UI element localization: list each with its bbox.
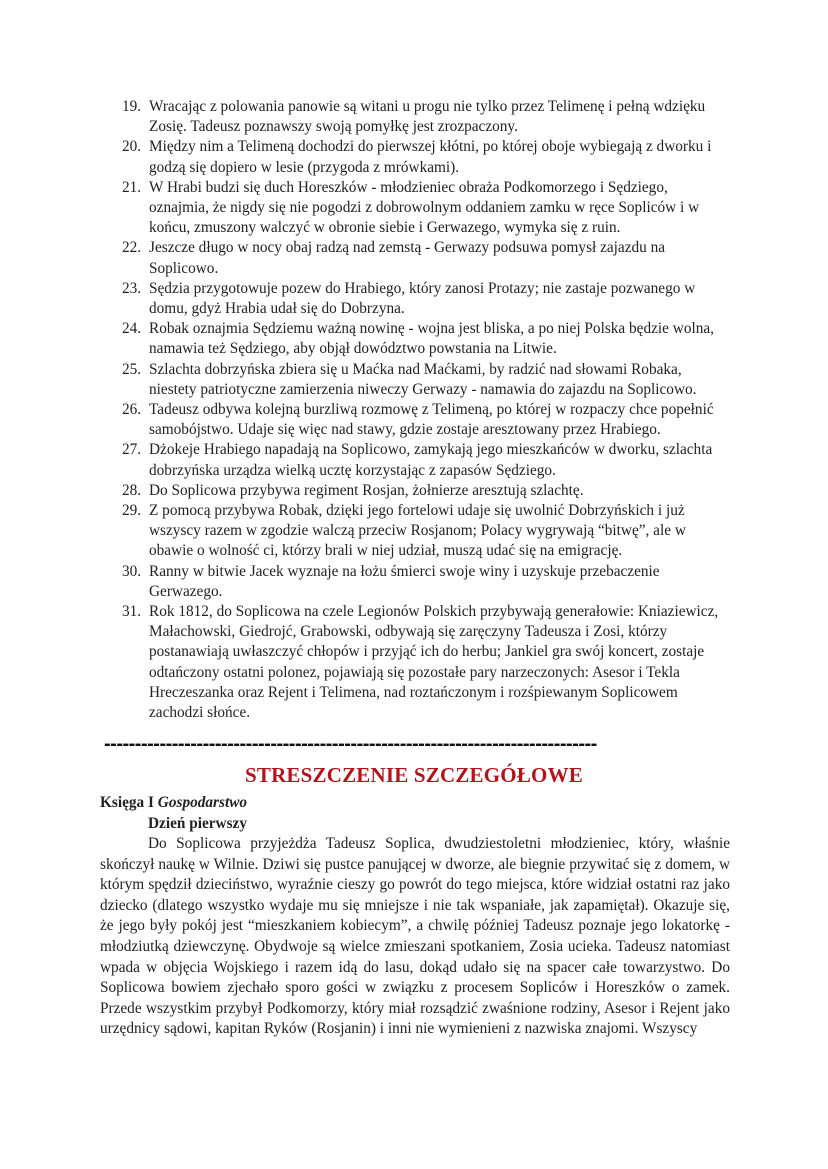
item-text: Dżokeje Hrabiego napadają na Soplicowo, zamykają jego mieszkańców w dworku, szlachta dobrzyńska urządza wielką ucztę korzystając z zapasów Sędziego. [149,441,713,479]
item-text: Do Soplicowa przybywa regiment Rosjan, żołnierze aresztują szlachtę. [149,481,584,499]
dashed-divider: -------------------------------------------------------------------------------- [104,733,597,755]
list-item [100,440,728,480]
item-text: Tadeusz odbywa kolejną burzliwą rozmowę z Telimeną, po której w rozpaczy chce popełnić samobójstwo. Udaje się więc nad stawy, gdzie zostaje aresztowany przez Hrabiego. [149,401,714,439]
item-text: Rok 1812, do Soplicowa na czele Legionów Polskich przybywają generałowie: Kniaziewicz, Małachowski, Giedrojć, Grabowski, odbywają się zaręczyny Tadeusza i Zosi, którzy postanawiają uwłaszczyć chłopów i przyjąć ich do herbu; Jankiel gra swój koncert, zostaje odtańczony ostatni polonez, pojawiają się pozostałe pary narzeczonych: Asesor i Tekla Hreczeszanka oraz Rejent i Telimena, nad roztańczonym i rozśpiewanym Soplicowem zachodzi słońce. [149,603,719,722]
item-number: 26. [122,401,142,419]
item-text: Jeszcze długo w nocy obaj radzą nad zemstą - Gerwazy podsuwa pomysł zajazdu na Soplicowo. [149,239,666,277]
book-heading [100,794,247,812]
item-number: 22. [122,239,142,257]
item-number: 24. [122,320,142,338]
book-title: Gospodarstwo [157,794,248,811]
section-title: STRESZCZENIE SZCZEGÓŁOWE [244,763,583,787]
item-number: 29. [122,502,142,520]
item-text: Ranny w bitwie Jacek wyznaje na łożu śmierci swoje winy i uzyskuje przebaczenie Gerwazego. [149,562,660,600]
list-item [100,279,728,319]
list-item [100,562,728,602]
item-text: Wracając z polowania panowie są witani u progu nie tylko przez Telimenę i pełną wdzięku Zosię. Tadeusz poznawszy swoją pomyłkę jest zrozpaczony. [149,98,706,136]
item-text: Sędzia przygotowuje pozew do Hrabiego, który zanosi Protazy; nie zastaje pozwanego w domu, gdyż Hrabia udał się do Dobrzyna. [149,279,696,318]
item-text: Szlachta dobrzyńska zbiera się u Maćka nad Maćkami, by radzić nad słowami Robaka, niestety patriotyczne zamierzenia niweczy Gerwazy - namawia do zajazdu na Soplicowo. [149,360,697,398]
list-item [100,360,728,400]
item-number: 23. [122,279,142,297]
plot-events-list [100,97,728,723]
list-item [100,481,728,501]
item-number: 20. [122,138,142,156]
item-number: 28. [122,481,142,499]
summary-paragraph: Do Soplicowa przyjeżdża Tadeusz Soplica, dwudziestoletni młodzieniec, który, właśnie skończył naukę w Wilnie. Dziwi się pustce panującej w dworze, ale biegnie przywitać się z domem, w którym spędził dzieciństwo, wyraźnie cieszy go powrót do tego miejsca, które widział ostatni raz jako dziecko (dlatego wszystko wydaje mu się mniejsze i nie tak wspaniałe, jak zapamiętał). Okazuje się, że jego były pokój jest “mieszkaniem kobiecym”, a chwilę później Tadeusz poznaje jego lokatorkę - młodziutką dziewczynę. Obydwoje są wielce zmieszani spotkaniem, Zosia ucieka. Tadeusz natomiast wpada w objęcia Wojskiego i razem idą do lasu, dokąd udało się na spacer całe towarzystwo. Do Soplicowa bowiem zjechało sporo gości w związku z procesem Sopliców i Horeszków o zamek. Przede wszystkim przybył Podkomorzy, który miał rozsądzić zwaśnione rodziny, Asesor i Rejent jako urzędnicy sądowi, kapitan Ryków (Rosjanin) i inni nie wymienieni z nazwiska znajomi. Wszyscy [100,835,730,1038]
item-text: W Hrabi budzi się duch Horeszków - młodzieniec obraża Podkomorzego i Sędziego, oznajmia, że nigdy się nie pogodzi z dobrowolnym oddaniem zamku w ręce Sopliców i w końcu, zmuszony walczyć w obronie siebie i Gerwazego, wymyka się z ruin. [149,178,700,237]
list-item [100,400,728,440]
item-number: 25. [122,360,142,378]
list-item [100,319,728,359]
list-item [100,238,728,278]
item-number: 27. [122,441,142,459]
item-text: Między nim a Telimeną dochodzi do pierwszej kłótni, po której oboje wybiegają z dworku i godzą się dopiero w lesie (przygoda z mrówkami). [149,138,712,176]
item-number: 19. [122,98,142,115]
book-label: Księga I [100,794,154,811]
list-item [100,501,728,562]
item-number: 31. [122,603,142,621]
list-item [100,137,728,177]
list-item [100,602,728,723]
item-number: 30. [122,562,142,580]
item-text: Z pomocą przybywa Robak, dzięki jego fortelowi udaje się uwolnić Dobrzyńskich i już wszyscy razem w zgodzie walczą przeciw Rosjanom; Polacy wygrywają “bitwę”, ale w obawie o wolność ci, którzy brali w niej udział, muszą udać się na emigrację. [149,502,686,560]
item-text: Robak oznajmia Sędziemu ważną nowinę - wojna jest bliska, a po niej Polska będzie wolna, namawia też Sędziego, aby objął dowództwo powstania na Litwie. [149,320,714,358]
item-number: 21. [122,178,142,196]
list-item [100,178,728,239]
list-item [100,97,728,137]
day-heading: Dzień pierwszy [148,815,247,832]
